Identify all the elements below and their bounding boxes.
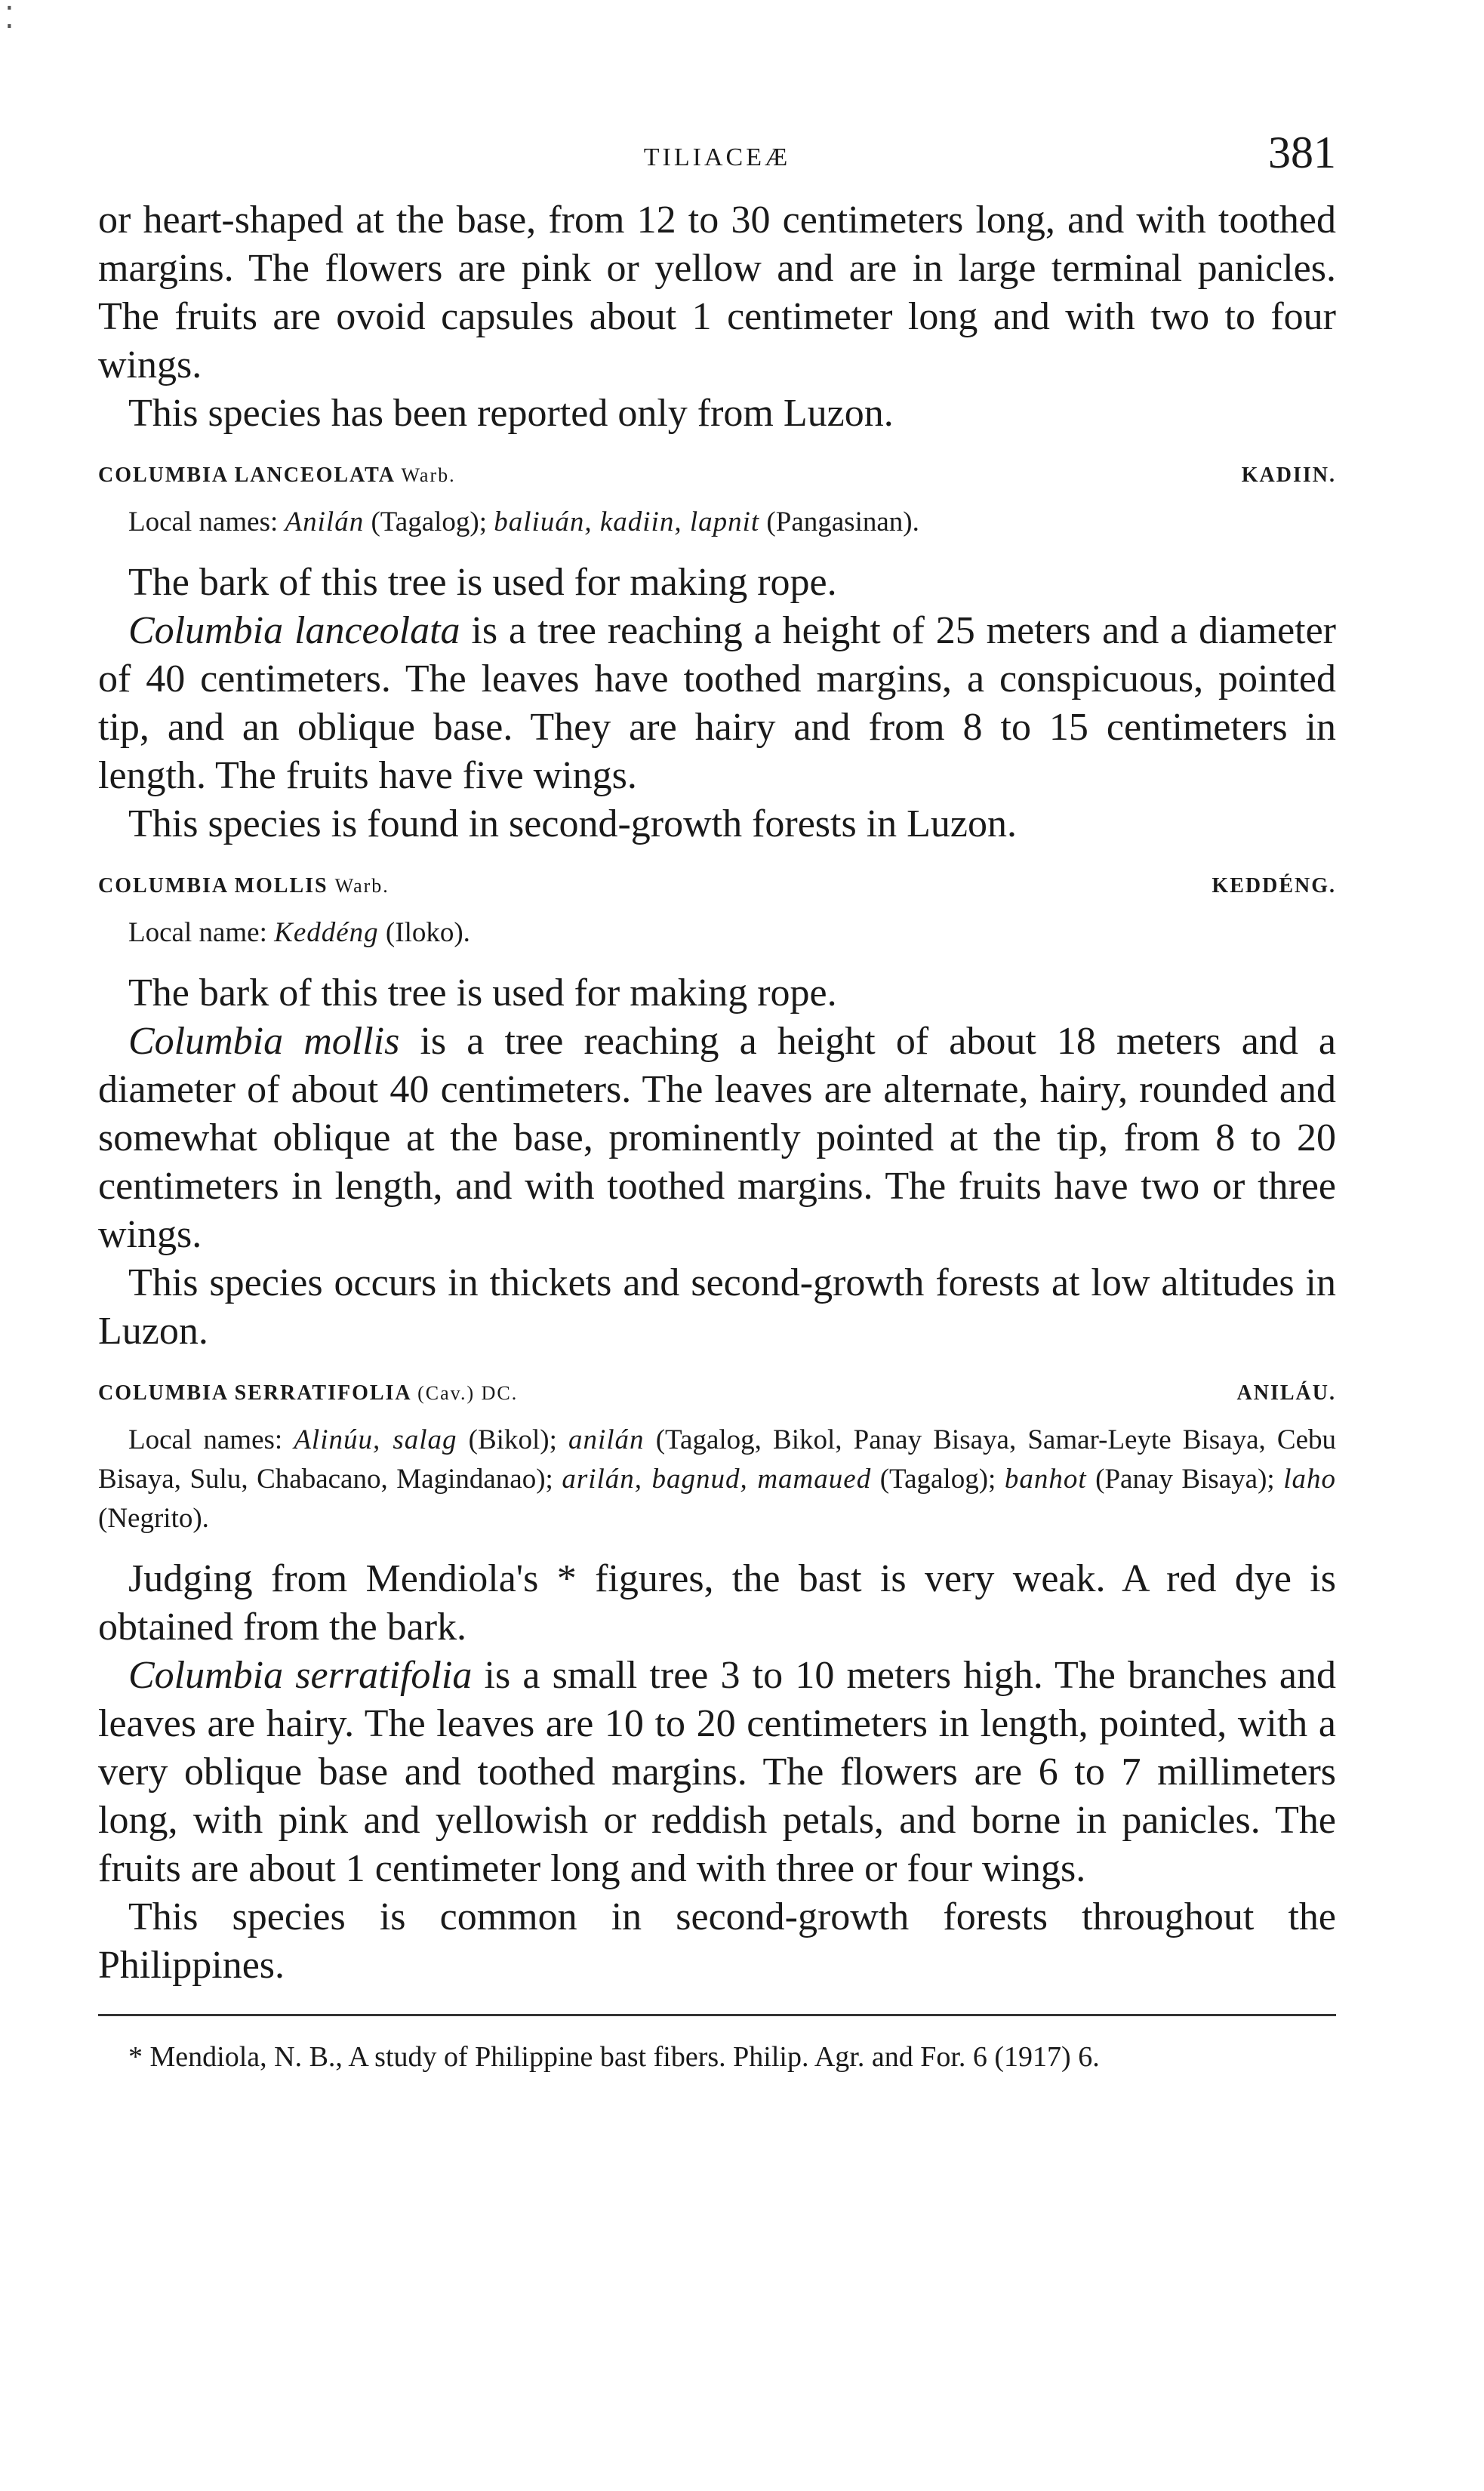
- species-name: COLUMBIA SERRATIFOLIA (Cav.) DC.: [98, 1381, 519, 1405]
- local-names-mollis: Local name: Keddéng (Iloko).: [128, 917, 470, 948]
- distribution-paragraph: This species occurs in thickets and second-growth forests at low altitudes in Luzon.: [98, 1261, 1336, 1353]
- common-name: ANILÁU.: [1236, 1381, 1336, 1405]
- page-number: 381: [1268, 128, 1336, 177]
- common-name: KEDDÉNG.: [1212, 874, 1336, 898]
- scan-mark: ⁚: [5, 1, 14, 35]
- running-title: TILIACEÆ: [643, 143, 791, 171]
- species-name: COLUMBIA LANCEOLATA Warb.: [98, 463, 456, 487]
- intro-distribution: This species has been reported only from Luzon.: [128, 392, 894, 435]
- description-paragraph: Columbia serratifolia is a small tree 3 to 10 meters high. The branches and leaves are hairy. The leaves are 10 to 20 centimeters in length, pointed, with a very oblique base and toothed margins. The flowers are 6 to 7 millimeters long, with pink and yellowish or reddish petals, and borne in panicles. The fruits are about 1 centimeter long and with three or four wings.: [98, 1654, 1337, 1890]
- species-heading-lanceolata: [98, 463, 1336, 488]
- species-name: COLUMBIA MOLLIS Warb.: [98, 874, 389, 898]
- species-heading-serratifolia: [98, 1381, 1336, 1406]
- footnote-divider: [98, 2014, 1336, 2016]
- running-head: [98, 113, 1336, 196]
- use-paragraph: The bark of this tree is used for making rope.: [128, 561, 837, 604]
- intro-paragraph: or heart-shaped at the base, from 12 to 30 centimeters long, and with toothed margins. The flowers are pink or yellow and are in large terminal panicles. The fruits are ovoid capsules about 1 centimeter long and with two to four wings.: [98, 199, 1336, 386]
- distribution-paragraph: This species is common in second-growth forests throughout the Philippines.: [98, 1895, 1336, 1987]
- use-paragraph: Judging from Mendiola's * figures, the bast is very weak. A red dye is obtained from the bark.: [98, 1557, 1336, 1649]
- species-heading-mollis: [98, 874, 1336, 898]
- distribution-paragraph: This species is found in second-growth forests in Luzon.: [128, 802, 1018, 845]
- footnote: * Mendiola, N. B., A study of Philippine bast fibers. Philip. Agr. and For. 6 (1917) 6.: [128, 2041, 1100, 2073]
- common-name: KADIIN.: [1241, 463, 1336, 487]
- page: [98, 113, 1336, 2078]
- local-names-lanceolata: Local names: Anilán (Tagalog); baliuán, kadiin, lapnit (Pangasinan).: [128, 507, 919, 537]
- local-names-serratifolia: Local names: Alinúu, salag (Bikol); anilán (Tagalog, Bikol, Panay Bisaya, Samar-Leyte Bisaya, Cebu Bisaya, Sulu, Chabacano, Magindanao); arilán, bagnud, mamaued (Tagalog); banhot (Panay Bisaya); laho (Negrito).: [98, 1424, 1337, 1534]
- description-paragraph: Columbia lanceolata is a tree reaching a height of 25 meters and a diameter of 40 centimeters. The leaves have toothed margins, a conspicuous, pointed tip, and an oblique base. They are hairy and from 8 to 15 centimeters in length. The fruits have five wings.: [98, 609, 1336, 797]
- use-paragraph: The bark of this tree is used for making rope.: [128, 971, 837, 1015]
- description-paragraph: Columbia mollis is a tree reaching a height of about 18 meters and a diameter of about 40 centimeters. The leaves are alternate, hairy, rounded and somewhat oblique at the base, prominently pointed at the tip, from 8 to 20 centimeters in length, and with toothed margins. The fruits have two or three wings.: [98, 1020, 1337, 1256]
